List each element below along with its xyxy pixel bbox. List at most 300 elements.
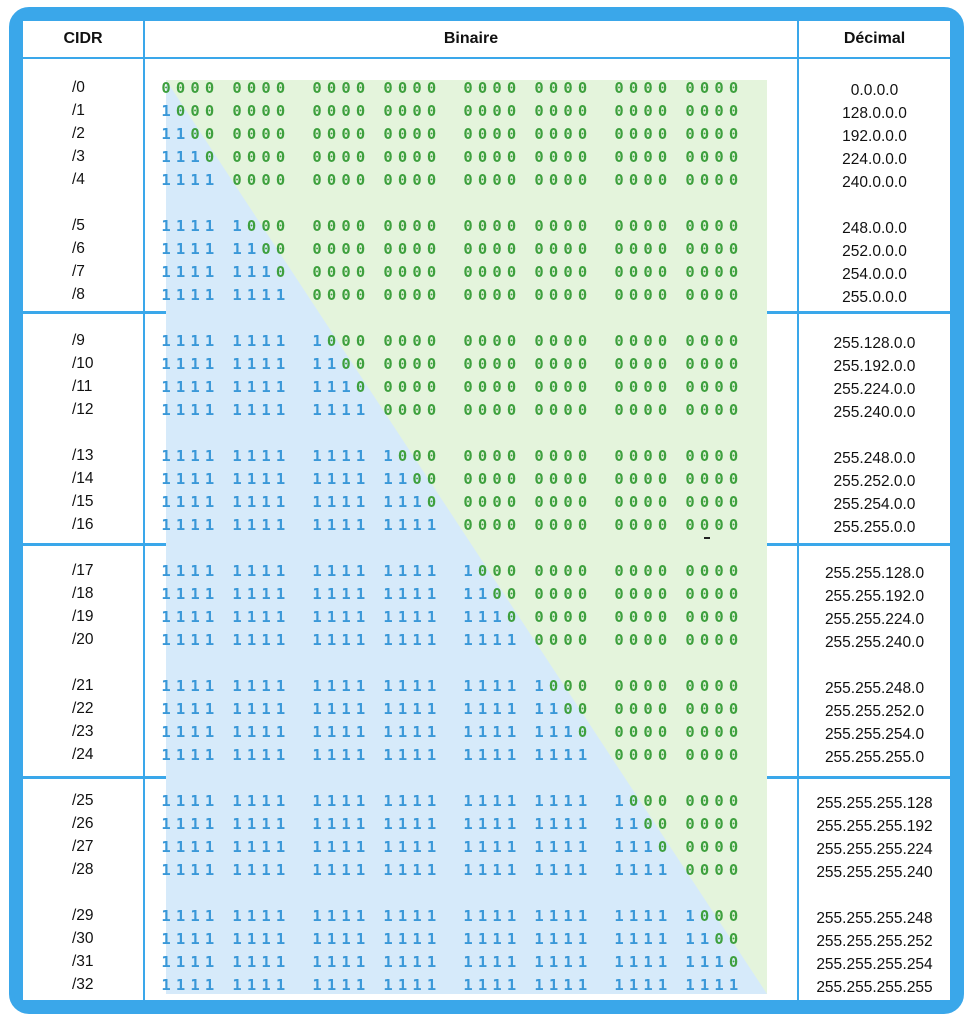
bit-one: 1 [341, 585, 351, 603]
bit-zero: 0 [326, 79, 337, 97]
bit-zero: 0 [412, 355, 422, 373]
bit-one: 1 [261, 907, 271, 925]
bit-one: 1 [312, 585, 322, 603]
bit-one: 1 [341, 976, 351, 994]
bit-zero: 0 [397, 286, 408, 304]
bit-one: 1 [246, 470, 257, 488]
bit-zero: 0 [614, 723, 624, 741]
bit-one: 1 [246, 401, 257, 419]
bit-one: 1 [161, 631, 171, 649]
bit-zero: 0 [548, 562, 559, 580]
bit-one: 1 [326, 976, 337, 994]
bit-zero: 0 [426, 148, 437, 166]
decimal-mask: 255.255.255.240 [816, 864, 933, 881]
bit-one: 1 [326, 516, 337, 534]
bit-zero: 0 [628, 286, 639, 304]
header-decimal-cell [799, 21, 950, 57]
bit-one: 1 [161, 148, 171, 166]
bit-zero: 0 [714, 700, 724, 718]
bit-zero: 0 [534, 240, 544, 258]
bit-one: 1 [577, 746, 588, 764]
bit-one: 1 [563, 838, 573, 856]
bit-one: 1 [643, 930, 653, 948]
bit-one: 1 [355, 516, 366, 534]
bit-one: 1 [232, 953, 242, 971]
bit-one: 1 [312, 447, 322, 465]
bit-one: 1 [383, 677, 393, 695]
bit-one: 1 [261, 401, 271, 419]
bit-one: 1 [261, 838, 271, 856]
bit-one: 1 [161, 332, 171, 350]
bit-one: 1 [426, 815, 437, 833]
bit-zero: 0 [577, 700, 588, 718]
bit-one: 1 [577, 861, 588, 879]
bit-zero: 0 [383, 378, 393, 396]
bit-zero: 0 [643, 631, 653, 649]
bit-one: 1 [563, 861, 573, 879]
bit-one: 1 [463, 907, 473, 925]
bit-one: 1 [412, 585, 422, 603]
bit-zero: 0 [699, 608, 710, 626]
bit-zero: 0 [699, 907, 710, 925]
bit-one: 1 [175, 861, 186, 879]
bit-zero: 0 [728, 125, 739, 143]
bit-zero: 0 [383, 263, 393, 281]
bit-zero: 0 [577, 332, 588, 350]
bit-one: 1 [190, 815, 200, 833]
bit-zero: 0 [477, 562, 488, 580]
bit-zero: 0 [383, 286, 393, 304]
bit-zero: 0 [614, 516, 624, 534]
bit-one: 1 [463, 792, 473, 810]
bit-zero: 0 [699, 263, 710, 281]
cidr-label: /14 [72, 470, 94, 487]
bit-one: 1 [699, 976, 710, 994]
bit-zero: 0 [341, 286, 351, 304]
bit-zero: 0 [699, 815, 710, 833]
bit-zero: 0 [383, 171, 393, 189]
bit-one: 1 [190, 493, 200, 511]
bit-zero: 0 [506, 263, 517, 281]
bit-one: 1 [204, 332, 215, 350]
bit-one: 1 [312, 953, 322, 971]
bit-one: 1 [246, 585, 257, 603]
bit-zero: 0 [397, 79, 408, 97]
bit-zero: 0 [685, 723, 695, 741]
bit-zero: 0 [628, 677, 639, 695]
bit-zero: 0 [685, 516, 695, 534]
bit-one: 1 [246, 332, 257, 350]
bit-zero: 0 [341, 217, 351, 235]
bit-one: 1 [175, 700, 186, 718]
bit-zero: 0 [614, 585, 624, 603]
bit-zero: 0 [534, 631, 544, 649]
bit-one: 1 [426, 516, 437, 534]
decimal-mask: 255.224.0.0 [833, 381, 916, 398]
bit-one: 1 [246, 608, 257, 626]
bit-one: 1 [477, 930, 488, 948]
bit-one: 1 [534, 677, 544, 695]
bit-zero: 0 [383, 332, 393, 350]
bit-one: 1 [175, 447, 186, 465]
bit-zero: 0 [426, 401, 437, 419]
bit-zero: 0 [312, 171, 322, 189]
decimal-mask: 254.0.0.0 [842, 266, 907, 283]
bit-one: 1 [204, 861, 215, 879]
bit-zero: 0 [728, 953, 739, 971]
cidr-label: /22 [72, 700, 94, 717]
bit-one: 1 [326, 700, 337, 718]
bit-one: 1 [261, 585, 271, 603]
bit-zero: 0 [204, 79, 215, 97]
bit-one: 1 [161, 401, 171, 419]
cidr-block-3 [23, 546, 143, 776]
bit-zero: 0 [699, 125, 710, 143]
bit-one: 1 [397, 976, 408, 994]
bit-one: 1 [657, 930, 668, 948]
bit-one: 1 [175, 493, 186, 511]
bit-zero: 0 [506, 608, 517, 626]
bit-zero: 0 [275, 79, 286, 97]
bit-one: 1 [412, 746, 422, 764]
bit-one: 1 [341, 815, 351, 833]
bit-one: 1 [657, 907, 668, 925]
bit-zero: 0 [412, 286, 422, 304]
bit-zero: 0 [534, 125, 544, 143]
bit-zero: 0 [463, 171, 473, 189]
bit-one: 1 [699, 953, 710, 971]
bit-zero: 0 [477, 378, 488, 396]
bit-zero: 0 [714, 493, 724, 511]
bit-zero: 0 [685, 815, 695, 833]
bit-one: 1 [341, 562, 351, 580]
bit-zero: 0 [657, 148, 668, 166]
bit-zero: 0 [714, 562, 724, 580]
bit-zero: 0 [577, 148, 588, 166]
bit-zero: 0 [341, 332, 351, 350]
bit-one: 1 [246, 493, 257, 511]
bit-one: 1 [326, 723, 337, 741]
bit-one: 1 [204, 401, 215, 419]
bit-zero: 0 [355, 217, 366, 235]
bit-one: 1 [204, 976, 215, 994]
bit-one: 1 [232, 562, 242, 580]
bit-one: 1 [492, 953, 502, 971]
bit-zero: 0 [477, 148, 488, 166]
bit-zero: 0 [175, 79, 186, 97]
bit-zero: 0 [563, 79, 573, 97]
bit-one: 1 [246, 263, 257, 281]
bit-zero: 0 [657, 79, 668, 97]
bit-zero: 0 [728, 240, 739, 258]
bit-zero: 0 [204, 125, 215, 143]
bit-one: 1 [261, 608, 271, 626]
bit-zero: 0 [685, 493, 695, 511]
bit-zero: 0 [506, 102, 517, 120]
bit-zero: 0 [397, 355, 408, 373]
bit-one: 1 [246, 355, 257, 373]
bit-one: 1 [326, 930, 337, 948]
bit-one: 1 [548, 792, 559, 810]
cidr-label: /20 [72, 631, 94, 648]
bit-one: 1 [232, 838, 242, 856]
bit-zero: 0 [714, 907, 724, 925]
bit-zero: 0 [643, 493, 653, 511]
bit-one: 1 [643, 861, 653, 879]
bit-zero: 0 [383, 148, 393, 166]
bit-zero: 0 [728, 217, 739, 235]
bit-zero: 0 [714, 240, 724, 258]
bit-zero: 0 [628, 631, 639, 649]
bit-zero: 0 [534, 447, 544, 465]
decimal-mask: 255.255.252.0 [824, 703, 925, 720]
decimal-mask: 255.0.0.0 [842, 289, 907, 306]
bit-zero: 0 [492, 217, 502, 235]
bit-one: 1 [275, 470, 286, 488]
bit-zero: 0 [161, 79, 171, 97]
bit-one: 1 [506, 838, 517, 856]
bit-one: 1 [261, 631, 271, 649]
bit-one: 1 [190, 286, 200, 304]
bit-one: 1 [161, 447, 171, 465]
bit-one: 1 [397, 746, 408, 764]
bit-one: 1 [204, 792, 215, 810]
bit-zero: 0 [699, 562, 710, 580]
bit-one: 1 [506, 792, 517, 810]
bit-one: 1 [426, 976, 437, 994]
decimal-mask: 255.255.0.0 [833, 519, 916, 536]
bit-zero: 0 [728, 608, 739, 626]
bit-zero: 0 [643, 723, 653, 741]
bit-one: 1 [232, 861, 242, 879]
bit-zero: 0 [563, 700, 573, 718]
bit-one: 1 [312, 815, 322, 833]
bit-zero: 0 [534, 79, 544, 97]
bit-one: 1 [548, 861, 559, 879]
bit-one: 1 [312, 838, 322, 856]
bit-one: 1 [548, 838, 559, 856]
bit-zero: 0 [412, 332, 422, 350]
bit-zero: 0 [699, 631, 710, 649]
bit-zero: 0 [728, 746, 739, 764]
bit-zero: 0 [628, 332, 639, 350]
bit-one: 1 [190, 401, 200, 419]
bit-zero: 0 [383, 125, 393, 143]
bit-one: 1 [477, 792, 488, 810]
bit-zero: 0 [355, 102, 366, 120]
bit-one: 1 [426, 838, 437, 856]
bit-zero: 0 [685, 746, 695, 764]
bit-zero: 0 [657, 286, 668, 304]
bit-zero: 0 [563, 516, 573, 534]
bit-zero: 0 [699, 861, 710, 879]
bit-one: 1 [232, 516, 242, 534]
bit-one: 1 [685, 953, 695, 971]
bit-one: 1 [312, 401, 322, 419]
bit-zero: 0 [685, 792, 695, 810]
bit-one: 1 [412, 723, 422, 741]
bit-one: 1 [161, 585, 171, 603]
bit-zero: 0 [714, 148, 724, 166]
bit-zero: 0 [657, 332, 668, 350]
bit-zero: 0 [628, 355, 639, 373]
bit-one: 1 [463, 953, 473, 971]
bit-one: 1 [190, 861, 200, 879]
cidr-label: /8 [72, 286, 85, 303]
bit-one: 1 [506, 861, 517, 879]
bit-zero: 0 [628, 516, 639, 534]
bit-zero: 0 [563, 102, 573, 120]
bit-zero: 0 [685, 838, 695, 856]
bit-zero: 0 [312, 125, 322, 143]
bit-one: 1 [426, 585, 437, 603]
bit-zero: 0 [628, 746, 639, 764]
bit-one: 1 [312, 861, 322, 879]
bit-zero: 0 [728, 286, 739, 304]
bit-one: 1 [463, 585, 473, 603]
bit-zero: 0 [492, 102, 502, 120]
bit-zero: 0 [355, 378, 366, 396]
bit-zero: 0 [463, 148, 473, 166]
bit-one: 1 [246, 240, 257, 258]
bit-one: 1 [190, 562, 200, 580]
bit-zero: 0 [714, 79, 724, 97]
bit-zero: 0 [534, 401, 544, 419]
bit-zero: 0 [685, 378, 695, 396]
bit-zero: 0 [426, 263, 437, 281]
cidr-label: /10 [72, 355, 94, 372]
bit-zero: 0 [657, 401, 668, 419]
cidr-label: /29 [72, 907, 94, 924]
bit-zero: 0 [643, 585, 653, 603]
bit-one: 1 [426, 792, 437, 810]
bit-zero: 0 [614, 378, 624, 396]
bit-zero: 0 [463, 217, 473, 235]
bit-one: 1 [261, 861, 271, 879]
bit-zero: 0 [714, 585, 724, 603]
bit-one: 1 [161, 976, 171, 994]
bit-one: 1 [383, 930, 393, 948]
bit-zero: 0 [412, 102, 422, 120]
bit-one: 1 [506, 700, 517, 718]
bit-zero: 0 [728, 838, 739, 856]
bit-one: 1 [563, 976, 573, 994]
bit-one: 1 [161, 907, 171, 925]
bit-zero: 0 [190, 79, 200, 97]
bit-zero: 0 [614, 171, 624, 189]
bit-zero: 0 [699, 792, 710, 810]
bit-zero: 0 [261, 148, 271, 166]
bit-one: 1 [412, 838, 422, 856]
bit-one: 1 [412, 861, 422, 879]
bit-zero: 0 [614, 700, 624, 718]
bit-zero: 0 [534, 286, 544, 304]
bit-one: 1 [275, 608, 286, 626]
bit-zero: 0 [714, 838, 724, 856]
bit-one: 1 [563, 746, 573, 764]
bit-one: 1 [548, 700, 559, 718]
bit-zero: 0 [397, 401, 408, 419]
bit-one: 1 [614, 838, 624, 856]
bit-one: 1 [204, 746, 215, 764]
bit-one: 1 [383, 746, 393, 764]
bit-one: 1 [355, 631, 366, 649]
bit-one: 1 [492, 907, 502, 925]
bit-zero: 0 [728, 861, 739, 879]
bit-one: 1 [190, 976, 200, 994]
bit-zero: 0 [492, 562, 502, 580]
cidr-label: /32 [72, 976, 94, 993]
bit-one: 1 [204, 355, 215, 373]
bit-one: 1 [412, 976, 422, 994]
bit-zero: 0 [275, 263, 286, 281]
bit-one: 1 [232, 700, 242, 718]
bit-zero: 0 [426, 355, 437, 373]
bit-one: 1 [492, 746, 502, 764]
cidr-label: /16 [72, 516, 94, 533]
bit-one: 1 [175, 815, 186, 833]
bit-one: 1 [506, 631, 517, 649]
bit-one: 1 [261, 677, 271, 695]
bit-zero: 0 [577, 240, 588, 258]
decimal-mask: 255.255.255.248 [816, 910, 933, 927]
bit-zero: 0 [614, 677, 624, 695]
bit-zero: 0 [426, 79, 437, 97]
bit-one: 1 [261, 516, 271, 534]
bit-one: 1 [326, 401, 337, 419]
bit-one: 1 [534, 746, 544, 764]
bit-zero: 0 [463, 401, 473, 419]
bit-one: 1 [341, 838, 351, 856]
cidr-label: /17 [72, 562, 94, 579]
bit-one: 1 [728, 976, 739, 994]
bit-zero: 0 [628, 148, 639, 166]
bit-zero: 0 [685, 861, 695, 879]
bit-zero: 0 [548, 401, 559, 419]
bit-one: 1 [426, 723, 437, 741]
bit-one: 1 [492, 608, 502, 626]
bit-zero: 0 [628, 378, 639, 396]
bit-zero: 0 [412, 79, 422, 97]
bit-one: 1 [190, 217, 200, 235]
bit-one: 1 [175, 516, 186, 534]
bit-zero: 0 [714, 746, 724, 764]
bit-zero: 0 [261, 125, 271, 143]
bit-zero: 0 [548, 516, 559, 534]
bit-zero: 0 [477, 79, 488, 97]
bit-one: 1 [477, 700, 488, 718]
bit-zero: 0 [534, 171, 544, 189]
bit-one: 1 [326, 447, 337, 465]
bit-one: 1 [275, 355, 286, 373]
bit-zero: 0 [383, 102, 393, 120]
bit-zero: 0 [341, 171, 351, 189]
bit-zero: 0 [548, 493, 559, 511]
bit-zero: 0 [577, 493, 588, 511]
bit-one: 1 [534, 700, 544, 718]
bit-zero: 0 [714, 516, 724, 534]
bit-zero: 0 [548, 148, 559, 166]
bit-one: 1 [412, 700, 422, 718]
bit-one: 1 [412, 953, 422, 971]
bit-one: 1 [275, 838, 286, 856]
bit-one: 1 [190, 470, 200, 488]
bit-zero: 0 [728, 332, 739, 350]
bit-zero: 0 [506, 332, 517, 350]
bit-one: 1 [161, 792, 171, 810]
bit-zero: 0 [261, 79, 271, 97]
bit-zero: 0 [355, 171, 366, 189]
